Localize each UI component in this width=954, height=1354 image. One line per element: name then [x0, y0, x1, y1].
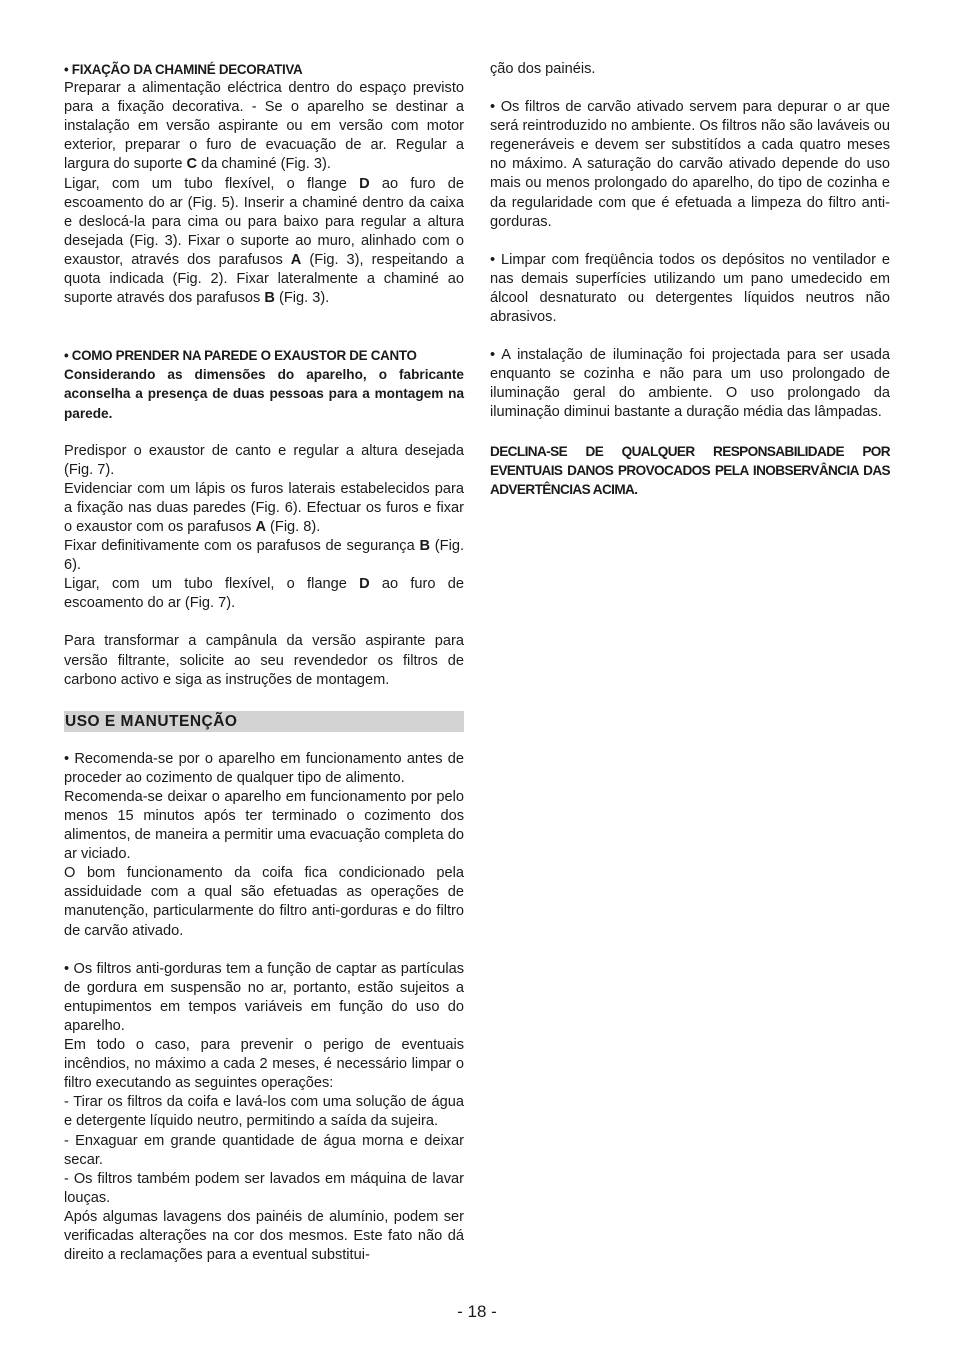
- paragraph: • Recomenda-se por o aparelho em funcionamento antes de proceder ao cozimento de qualquer tipo de alimento.: [64, 750, 464, 786]
- warning-text: Considerando as dimensões do aparelho, o fabricante aconselha a presença de duas pessoas para a montagem na parede.: [64, 367, 464, 421]
- text: Evidenciar com um lápis os furos laterais estabelecidos para a fixação nas duas paredes (Fig. 6). Efectuar os furos e fixar o exaustor com os parafusos: [64, 480, 464, 535]
- text: Preparar a alimentação eléctrica dentro do espaço previsto para a fixação decorativa. - Se o aparelho se destinar a instalação em versão aspirante ou em versão com motor exterior, preparar o furo de evacuação de ar. Regular a largura do suporte: [64, 80, 464, 173]
- left-column: [64, 60, 464, 1265]
- paragraph: • A instalação de iluminação foi projectada para ser usada enquanto se cozinha e não para um uso prolongado de iluminação geral do ambiente. O uso prolongado da iluminação diminui bastante a duração média das lâmpadas.: [490, 347, 890, 421]
- paragraph: Em todo o caso, para prevenir o perigo de eventuais incêndios, no máximo a cada 2 meses, é necessário limpar o filtro executando as seguintes operações:: [64, 1037, 464, 1092]
- paragraph: • Os filtros anti-gorduras tem a função de captar as partículas de gordura em suspensão no ar, portanto, estão sujeitos a entupimentos em tempos variáveis em função do uso do aparelho.: [64, 960, 464, 1034]
- text: (Fig. 6).: [64, 538, 464, 574]
- text: (Fig. 8).: [265, 518, 321, 535]
- paragraph: O bom funcionamento da coifa fica condicionado pela assiduidade com a qual são efetuadas as operações de manutenção, particularmente do filtro anti-gorduras e do filtro de carvão ativado.: [64, 865, 464, 939]
- paragraph: - Tirar os filtros da coifa e lavá-los com uma solução de água e detergente líquido neutro, permitindo a saída da sujeira.: [64, 1094, 464, 1130]
- paragraph: [64, 575, 464, 613]
- paragraph: • Os filtros de carvão ativado servem para depurar o ar que será reintroduzido no ambiente. Os filtros não são laváveis ou regeneráveis e devem ser substitídos a cada quatro meses no máximo. A saturação do carvão ativado depende do uso mais ou menos prolongado do aparelho, do tipo de cozinha e da regularidade com que é efetuada a limpeza do filtro anti-gorduras.: [490, 99, 890, 230]
- paragraph: ção dos painéis.: [490, 61, 596, 77]
- text: Fixar definitivamente com os parafusos de segurança: [64, 538, 420, 555]
- disclaimer-text: DECLINA-SE DE QUALQUER RESPONSABILIDADE POR EVENTUAIS DANOS PROVOCADOS PELA INOBSERVÂNCIA DAS ADVERTÊNCIAS ACIMA.: [490, 443, 890, 497]
- bold-letter: D: [359, 175, 370, 192]
- bold-letter: B: [264, 290, 275, 307]
- paragraph: [64, 537, 464, 575]
- text: ao furo de escoamento do ar (Fig. 7).: [64, 576, 464, 612]
- bold-letter: B: [419, 538, 431, 555]
- paragraph: • Limpar com freqüência todos os depósitos no ventilador e nas demais superfícies utilizando um pano umedecido em álcool desnaturato ou detergentes líquidos neutros não abrasivos.: [490, 251, 890, 326]
- page-number: - 18 -: [457, 1302, 497, 1321]
- text: ao furo de escoamento do ar (Fig. 5). Inserir a chaminé dentro da caixa e deslocá-la para cima ou para baixo para regular a altura desejada (Fig. 3). Fixar o suporte ao muro, alinhado com o exaustor, através dos parafusos: [64, 175, 464, 268]
- section-heading-chimney-fixing: • FIXAÇÃO DA CHAMINÉ DECORATIVA: [64, 62, 303, 77]
- paragraph: Recomenda-se deixar o aparelho em funcionamento por pelo menos 15 minutos após ter terminado o cozimento dos alimentos, de maneira a permitir uma evacuação completa do ar viciado.: [64, 788, 464, 863]
- text: da chaminé (Fig. 3).: [197, 156, 331, 173]
- paragraph: [64, 79, 464, 174]
- paragraph: - Os filtros também podem ser lavados em máquina de lavar louças.: [64, 1170, 464, 1206]
- text: (Fig. 3), respeitando a quota indicada (Fig. 2). Fixar lateralmente a chaminé ao suporte através dos parafusos: [64, 251, 465, 307]
- section-heading-corner-mounting: • COMO PRENDER NA PAREDE O EXAUSTOR DE CANTO: [64, 348, 417, 364]
- right-column: [490, 60, 890, 499]
- bold-letter: C: [186, 156, 198, 173]
- paragraph: Predispor o exaustor de canto e regular a altura desejada (Fig. 7).: [64, 442, 464, 478]
- paragraph: - Enxaguar em grande quantidade de água morna e deixar secar.: [64, 1132, 464, 1168]
- text: Ligar, com um tubo flexível, o flange: [64, 576, 360, 593]
- paragraph: [64, 175, 464, 309]
- text: Ligar, com um tubo flexível, o flange: [64, 175, 360, 192]
- bold-letter: A: [255, 518, 266, 535]
- paragraph: Para transformar a campânula da versão aspirante para versão filtrante, solicite ao seu revendedor os filtros de carbono activo e siga as instruções de montagem.: [64, 633, 464, 688]
- bold-letter: A: [290, 251, 302, 268]
- text: (Fig. 3).: [274, 290, 330, 307]
- bold-letter: D: [359, 576, 370, 593]
- paragraph: Após algumas lavagens dos painéis de alumínio, podem ser verificadas alterações na cor dos mesmos. Este fato não dá direito a reclamações para a eventual substitui-: [64, 1208, 464, 1264]
- section-title-use-maintenance: USO E MANUTENÇÃO: [64, 711, 464, 732]
- paragraph: [64, 480, 464, 537]
